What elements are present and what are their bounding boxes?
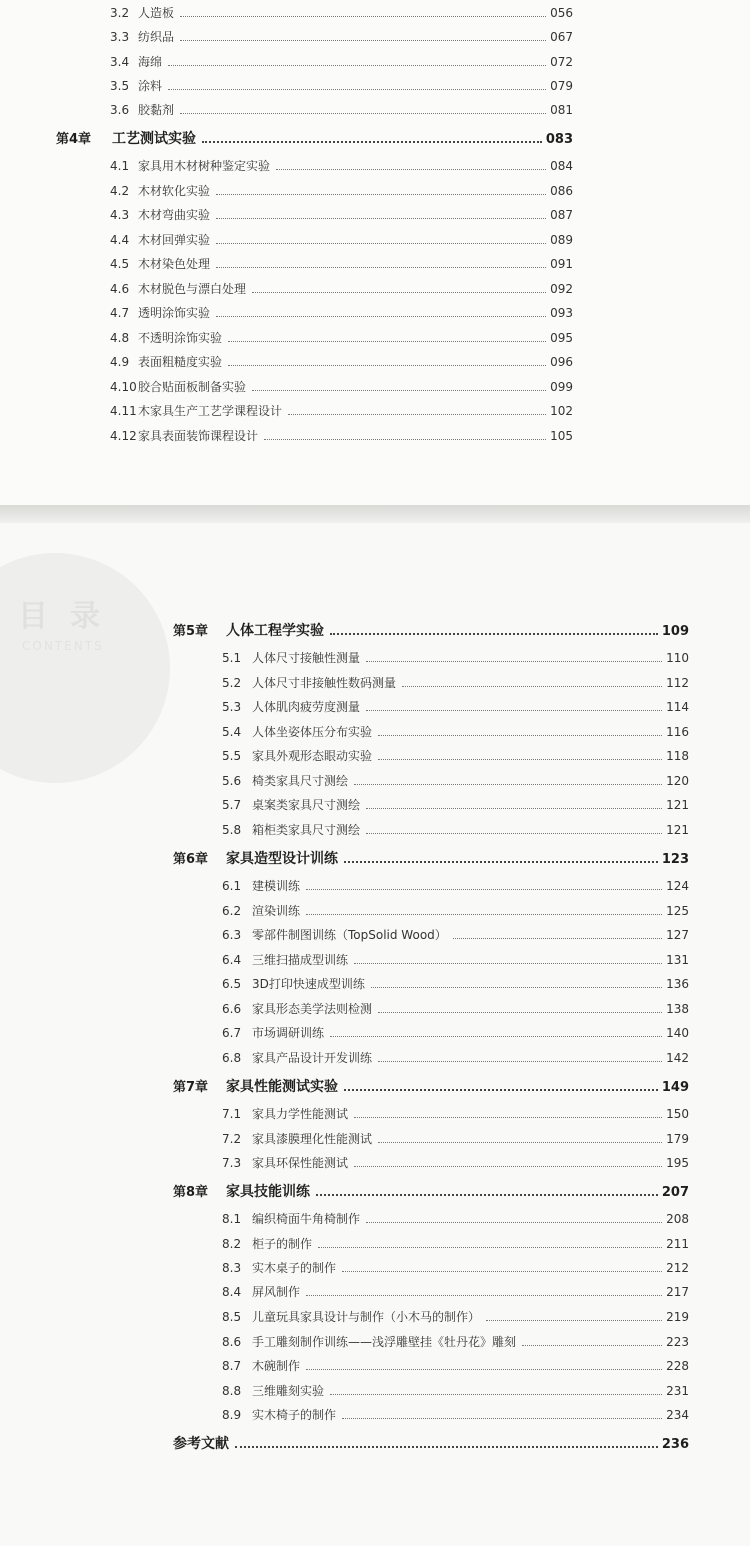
toc-entry-page-number: 087 — [550, 208, 573, 222]
toc-entry-page-number: 079 — [550, 79, 573, 93]
dot-leader — [354, 1165, 662, 1167]
toc-entry-page-number: 234 — [666, 1408, 689, 1422]
toc-entry-page-number: 112 — [666, 676, 689, 690]
toc-section-row — [222, 1049, 689, 1066]
toc-section-row — [222, 1105, 689, 1122]
dot-leader — [522, 1344, 662, 1346]
toc-entry-page-number: 116 — [666, 725, 689, 739]
dot-leader — [366, 832, 662, 834]
toc-entry-title: 三维雕刻实验 — [252, 1384, 325, 1398]
toc-section-row — [110, 182, 573, 199]
toc-entry-number: 4.12 — [110, 429, 137, 443]
toc-entry-page-number: 092 — [550, 282, 573, 296]
dot-leader — [252, 291, 546, 293]
dot-leader — [354, 962, 662, 964]
toc-entry-number: 4.6 — [110, 282, 130, 296]
toc-entry-page-number: 150 — [666, 1107, 689, 1121]
toc-entry-page-number: 219 — [666, 1310, 689, 1324]
toc-section-row — [222, 926, 689, 943]
toc-entry-number: 5.1 — [222, 651, 242, 665]
toc-entry-number: 8.4 — [222, 1285, 242, 1299]
toc-entry-title: 表面粗糙度实验 — [138, 355, 223, 369]
toc-entry-title: 人造板 — [138, 6, 175, 20]
toc-entry-page-number: 179 — [666, 1132, 689, 1146]
toc-chapter-row — [173, 848, 689, 868]
dot-leader — [216, 266, 546, 268]
toc-entry-title: 渲染训练 — [252, 904, 301, 918]
toc-section-row — [110, 280, 573, 297]
toc-entry-number: 4.7 — [110, 306, 130, 320]
toc-section-row — [222, 877, 689, 894]
toc-entry-page-number: 223 — [666, 1335, 689, 1349]
toc-entry-title: 实木椅子的制作 — [252, 1408, 337, 1422]
toc-section-row — [110, 101, 573, 118]
toc-entry-title: 木家具生产工艺学课程设计 — [138, 404, 283, 418]
toc-entry-page-number: 086 — [550, 184, 573, 198]
dot-leader — [235, 1445, 658, 1448]
toc-entry-title: 木材回弹实验 — [138, 233, 211, 247]
toc-entry-page-number: 118 — [666, 749, 689, 763]
toc-entry-number: 3.4 — [110, 55, 130, 69]
toc-section-row — [110, 28, 573, 45]
dot-leader — [216, 242, 546, 244]
toc-entry-title: 人体肌肉疲劳度测量 — [252, 700, 361, 714]
toc-entry-page-number: 093 — [550, 306, 573, 320]
dot-leader — [252, 389, 546, 391]
toc-entry-page-number: 125 — [666, 904, 689, 918]
toc-entry-page-number: 105 — [550, 429, 573, 443]
toc-entry-number: 5.7 — [222, 798, 242, 812]
toc-entry-title: 家具造型设计训练 — [226, 851, 338, 867]
dot-leader — [288, 413, 546, 415]
dot-leader — [216, 193, 546, 195]
toc-entry-page-number: 091 — [550, 257, 573, 271]
toc-entry-title: 家具表面装饰课程设计 — [138, 429, 259, 443]
toc-section-row — [222, 1333, 689, 1350]
dot-leader — [306, 1294, 662, 1296]
toc-section-row — [222, 1154, 689, 1171]
toc-entry-page-number: 120 — [666, 774, 689, 788]
dot-leader — [264, 438, 546, 440]
toc-chapter-row — [173, 1181, 689, 1201]
dot-leader — [276, 168, 546, 170]
toc-section-row — [222, 1259, 689, 1276]
toc-entry-number: 8.5 — [222, 1310, 242, 1324]
toc-entry-number: 6.5 — [222, 977, 242, 991]
dot-leader — [344, 860, 658, 863]
toc-entry-number: 8.2 — [222, 1237, 242, 1251]
toc-section-row — [222, 1000, 689, 1017]
toc-section-row — [110, 304, 573, 321]
toc-entry-page-number: 109 — [661, 624, 689, 639]
toc-section-row — [222, 902, 689, 919]
dot-leader — [342, 1270, 662, 1272]
toc-entry-title: 人体尺寸非接触性数码测量 — [252, 676, 397, 690]
toc-section-row — [110, 206, 573, 223]
toc-entry-number: 6.3 — [222, 928, 242, 942]
toc-entry-title: 家具性能测试实验 — [226, 1079, 338, 1095]
dot-leader — [216, 315, 546, 317]
dot-leader — [306, 913, 662, 915]
dot-leader — [330, 1035, 662, 1037]
dot-leader — [366, 1221, 662, 1223]
toc-entry-title: 3D打印快速成型训练 — [252, 977, 365, 991]
toc-entry-number: 6.2 — [222, 904, 242, 918]
dot-leader — [378, 1011, 662, 1013]
dot-leader — [330, 632, 658, 635]
toc-section-row — [222, 772, 689, 789]
toc-entry-number: 6.4 — [222, 953, 242, 967]
toc-entry-page-number: 084 — [550, 159, 573, 173]
toc-entry-page-number: 212 — [666, 1261, 689, 1275]
toc-entry-page-number: 121 — [666, 823, 689, 837]
toc-section-row — [110, 231, 573, 248]
toc-entry-page-number: 211 — [666, 1237, 689, 1251]
toc-entry-number: 8.3 — [222, 1261, 242, 1275]
toc-entry-title: 儿童玩具家具设计与制作（小木马的制作） — [252, 1310, 481, 1324]
toc-entry-number: 7.3 — [222, 1156, 242, 1170]
toc-entry-title: 胶黏剂 — [138, 103, 175, 117]
toc-entry-number: 第7章 — [173, 1080, 209, 1095]
toc-entry-page-number: 096 — [550, 355, 573, 369]
toc-section-row — [110, 329, 573, 346]
dot-leader — [228, 364, 546, 366]
dot-leader — [402, 685, 662, 687]
toc-entry-page-number: 099 — [550, 380, 573, 394]
toc-section-row — [110, 402, 573, 419]
toc-entry-title: 胶合贴面板制备实验 — [138, 380, 247, 394]
toc-section-row — [222, 747, 689, 764]
toc-entry-number: 6.6 — [222, 1002, 242, 1016]
dot-leader — [366, 709, 662, 711]
toc-section-row — [222, 796, 689, 813]
toc-entry-number: 3.5 — [110, 79, 130, 93]
toc-entry-page-number: 149 — [661, 1080, 689, 1095]
toc-entry-number: 5.5 — [222, 749, 242, 763]
toc-entry-page-number: 236 — [661, 1437, 689, 1452]
toc-entry-page-number: 083 — [545, 132, 573, 147]
toc-entry-page-number: 072 — [550, 55, 573, 69]
toc-entry-title: 椅类家具尺寸测绘 — [252, 774, 349, 788]
toc-entry-page-number: 228 — [666, 1359, 689, 1373]
dot-leader — [366, 807, 662, 809]
toc-entry-page-number: 138 — [666, 1002, 689, 1016]
toc-entry-title: 人体工程学实验 — [226, 623, 324, 639]
toc-entry-page-number: 207 — [661, 1185, 689, 1200]
toc-section-row — [110, 77, 573, 94]
dot-leader — [168, 64, 546, 66]
toc-section-row — [110, 157, 573, 174]
toc-chapter-row — [56, 128, 573, 148]
toc-chapter-row — [173, 1076, 689, 1096]
toc-entry-number: 5.8 — [222, 823, 242, 837]
toc-entry-title: 涂料 — [138, 79, 163, 93]
toc-entry-page-number: 195 — [666, 1156, 689, 1170]
dot-leader — [316, 1193, 658, 1196]
toc-entry-number: 4.1 — [110, 159, 130, 173]
toc-section-row — [222, 1357, 689, 1374]
toc-chapter-row — [173, 1433, 689, 1453]
show-through-subheading: CONTENTS — [22, 639, 104, 653]
toc-entry-page-number: 142 — [666, 1051, 689, 1065]
toc-entry-title: 柜子的制作 — [252, 1237, 313, 1251]
dot-leader — [228, 340, 546, 342]
toc-section-row — [222, 649, 689, 666]
toc-entry-title: 家具漆膜理化性能测试 — [252, 1132, 373, 1146]
toc-entry-number: 8.9 — [222, 1408, 242, 1422]
toc-entry-title: 木材软化实验 — [138, 184, 211, 198]
dot-leader — [202, 140, 542, 143]
toc-entry-number: 4.8 — [110, 331, 130, 345]
toc-page-lower — [0, 523, 750, 1546]
dot-leader — [486, 1319, 662, 1321]
dot-leader — [168, 88, 546, 90]
dot-leader — [342, 1417, 662, 1419]
toc-entry-title: 家具形态美学法则检测 — [252, 1002, 373, 1016]
toc-entry-number: 5.6 — [222, 774, 242, 788]
toc-entry-number: 5.3 — [222, 700, 242, 714]
toc-entry-number: 4.2 — [110, 184, 130, 198]
toc-entry-title: 市场调研训练 — [252, 1026, 325, 1040]
page-gap — [0, 505, 750, 523]
toc-entry-page-number: 121 — [666, 798, 689, 812]
toc-section-row — [222, 1406, 689, 1423]
toc-entry-page-number: 124 — [666, 879, 689, 893]
toc-section-row — [222, 723, 689, 740]
toc-entry-page-number: 067 — [550, 30, 573, 44]
toc-entry-number: 6.7 — [222, 1026, 242, 1040]
dot-leader — [453, 937, 662, 939]
toc-section-row — [110, 4, 573, 21]
toc-entry-number: 6.8 — [222, 1051, 242, 1065]
dot-leader — [354, 1116, 662, 1118]
toc-entry-title: 木材染色处理 — [138, 257, 211, 271]
toc-section-row — [222, 1210, 689, 1227]
toc-entry-page-number: 217 — [666, 1285, 689, 1299]
dot-leader — [378, 734, 662, 736]
toc-entry-number: 3.6 — [110, 103, 130, 117]
show-through-circle — [0, 553, 170, 783]
toc-entry-number: 7.1 — [222, 1107, 242, 1121]
dot-leader — [378, 758, 662, 760]
toc-entry-number: 4.10 — [110, 380, 137, 394]
toc-entry-number: 第8章 — [173, 1185, 209, 1200]
toc-section-row — [110, 378, 573, 395]
toc-section-row — [222, 1283, 689, 1300]
dot-leader — [378, 1141, 662, 1143]
toc-entry-number: 8.7 — [222, 1359, 242, 1373]
dot-leader — [180, 39, 546, 41]
toc-entry-number: 4.3 — [110, 208, 130, 222]
toc-entry-page-number: 110 — [666, 651, 689, 665]
toc-section-row — [222, 1024, 689, 1041]
toc-entry-title: 工艺测试实验 — [112, 131, 196, 147]
toc-section-row — [222, 821, 689, 838]
toc-page-upper — [0, 0, 750, 506]
toc-entry-title: 编织椅面牛角椅制作 — [252, 1212, 361, 1226]
toc-entry-number: 4.4 — [110, 233, 130, 247]
toc-entry-number: 第4章 — [56, 132, 92, 147]
toc-section-row — [110, 353, 573, 370]
dot-leader — [306, 1368, 662, 1370]
toc-entry-number: 第6章 — [173, 852, 209, 867]
toc-entry-title: 实木桌子的制作 — [252, 1261, 337, 1275]
toc-entry-page-number: 102 — [550, 404, 573, 418]
toc-section-row — [222, 975, 689, 992]
toc-entry-title: 桌案类家具尺寸测绘 — [252, 798, 361, 812]
toc-section-row — [222, 698, 689, 715]
toc-entry-page-number: 136 — [666, 977, 689, 991]
toc-entry-number: 5.2 — [222, 676, 242, 690]
dot-leader — [344, 1088, 658, 1091]
toc-entry-page-number: 208 — [666, 1212, 689, 1226]
toc-entry-title: 人体尺寸接触性测量 — [252, 651, 361, 665]
toc-section-row — [110, 53, 573, 70]
toc-section-row — [222, 1382, 689, 1399]
toc-section-row — [222, 1308, 689, 1325]
toc-entry-title: 透明涂饰实验 — [138, 306, 211, 320]
toc-entry-number: 8.6 — [222, 1335, 242, 1349]
toc-section-row — [222, 1235, 689, 1252]
toc-entry-number: 6.1 — [222, 879, 242, 893]
toc-entry-title: 零部件制图训练（TopSolid Wood） — [252, 928, 447, 942]
toc-entry-number: 5.4 — [222, 725, 242, 739]
toc-entry-page-number: 081 — [550, 103, 573, 117]
toc-entry-title: 木材脱色与漂白处理 — [138, 282, 247, 296]
toc-entry-page-number: 123 — [661, 852, 689, 867]
toc-entry-number: 3.3 — [110, 30, 130, 44]
dot-leader — [330, 1393, 662, 1395]
toc-entry-number: 4.11 — [110, 404, 137, 418]
dot-leader — [180, 15, 546, 17]
toc-entry-page-number: 127 — [666, 928, 689, 942]
toc-entry-page-number: 056 — [550, 6, 573, 20]
toc-entry-title: 家具技能训练 — [226, 1184, 310, 1200]
toc-entry-number: 第5章 — [173, 624, 209, 639]
toc-chapter-row — [173, 620, 689, 640]
dot-leader — [378, 1060, 662, 1062]
toc-entry-page-number: 140 — [666, 1026, 689, 1040]
toc-entry-title: 不透明涂饰实验 — [138, 331, 223, 345]
toc-entry-number: 8.8 — [222, 1384, 242, 1398]
toc-entry-title: 三维扫描成型训练 — [252, 953, 349, 967]
toc-entry-number: 7.2 — [222, 1132, 242, 1146]
toc-entry-title: 家具产品设计开发训练 — [252, 1051, 373, 1065]
dot-leader — [180, 112, 546, 114]
toc-entry-title: 木材弯曲实验 — [138, 208, 211, 222]
dot-leader — [216, 217, 546, 219]
toc-entry-number: 3.2 — [110, 6, 130, 20]
toc-entry-title: 纺织品 — [138, 30, 175, 44]
toc-entry-title: 人体坐姿体压分布实验 — [252, 725, 373, 739]
toc-section-row — [222, 1130, 689, 1147]
toc-entry-title: 手工雕刻制作训练——浅浮雕壁挂《牡丹花》雕刻 — [252, 1335, 517, 1349]
toc-entry-title: 家具用木材树种鉴定实验 — [138, 159, 271, 173]
toc-entry-page-number: 095 — [550, 331, 573, 345]
toc-entry-title: 家具外观形态眼动实验 — [252, 749, 373, 763]
toc-entry-number: 8.1 — [222, 1212, 242, 1226]
toc-section-row — [222, 951, 689, 968]
toc-entry-title: 建模训练 — [252, 879, 301, 893]
dot-leader — [318, 1246, 662, 1248]
toc-section-row — [110, 427, 573, 444]
toc-entry-title: 家具环保性能测试 — [252, 1156, 349, 1170]
toc-entry-title: 木碗制作 — [252, 1359, 301, 1373]
toc-entry-page-number: 114 — [666, 700, 689, 714]
toc-entry-title: 海绵 — [138, 55, 163, 69]
toc-entry-title: 家具力学性能测试 — [252, 1107, 349, 1121]
toc-entry-title: 箱柜类家具尺寸测绘 — [252, 823, 361, 837]
dot-leader — [354, 783, 662, 785]
show-through-heading: 目录 — [18, 599, 122, 634]
toc-entry-title: 屏风制作 — [252, 1285, 301, 1299]
dot-leader — [306, 888, 662, 890]
toc-entry-number: 4.9 — [110, 355, 130, 369]
dot-leader — [366, 660, 662, 662]
toc-section-row — [222, 674, 689, 691]
toc-entry-page-number: 089 — [550, 233, 573, 247]
toc-entry-page-number: 131 — [666, 953, 689, 967]
toc-entry-title: 参考文献 — [173, 1436, 229, 1452]
toc-section-row — [110, 255, 573, 272]
toc-entry-number: 4.5 — [110, 257, 130, 271]
toc-entry-page-number: 231 — [666, 1384, 689, 1398]
dot-leader — [371, 986, 662, 988]
